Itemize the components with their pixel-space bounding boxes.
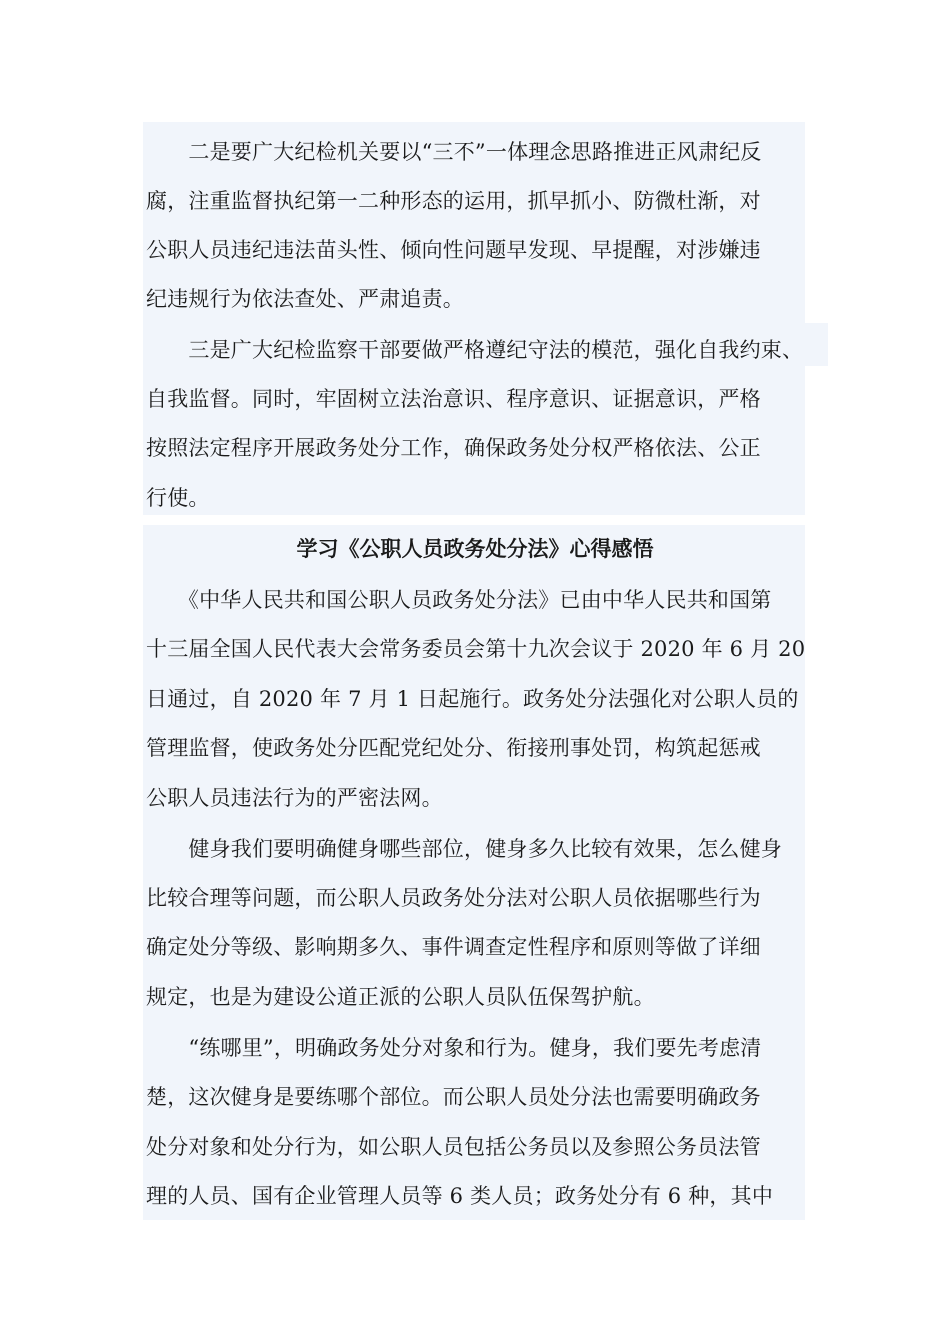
paragraph-two-line-4: 纪违规行为依法查处、严肃追责。 xyxy=(146,287,464,311)
paragraph-two-line-1: 二是要广大纪检机关要以“三不”一体理念思路推进正风肃纪反 xyxy=(146,140,762,164)
highlight-block-bottom xyxy=(143,525,805,1220)
intro-line-5: 公职人员违法行为的严密法网。 xyxy=(146,786,443,810)
paragraph-two-line-2: 腐，注重监督执纪第一二种形态的运用，抓早抓小、防微杜渐，对 xyxy=(146,189,761,213)
where-line-3: 处分对象和处分行为，如公职人员包括公务员以及参照公务员法管 xyxy=(146,1135,761,1159)
paragraph-three-line-2: 自我监督。同时，牢固树立法治意识、程序意识、证据意识，严格 xyxy=(146,387,761,411)
where-line-4: 理的人员、国有企业管理人员等 6 类人员；政务处分有 6 种，其中 xyxy=(146,1184,774,1208)
paragraph-three-line-3: 按照法定程序开展政务处分工作，确保政务处分权严格依法、公正 xyxy=(146,436,761,460)
paragraph-three-line-1: 三是广大纪检监察干部要做严格遵纪守法的模范，强化自我约束、 xyxy=(146,338,804,362)
fitness-line-1: 健身我们要明确健身哪些部位，健身多久比较有效果，怎么健身 xyxy=(146,837,782,861)
where-line-1: “练哪里”，明确政务处分对象和行为。健身，我们要先考虑清 xyxy=(146,1036,762,1060)
fitness-line-2: 比较合理等问题，而公职人员政务处分法对公职人员依据哪些行为 xyxy=(146,886,761,910)
intro-line-1: 《中华人民共和国公职人员政务处分法》已由中华人民共和国第 xyxy=(146,588,772,612)
fitness-line-4: 规定，也是为建设公道正派的公职人员队伍保驾护航。 xyxy=(146,985,655,1009)
paragraph-two-line-3: 公职人员违纪违法苗头性、倾向性问题早发现、早提醒，对涉嫌违 xyxy=(146,238,761,262)
intro-line-4: 管理监督，使政务处分匹配党纪处分、衔接刑事处罚，构筑起惩戒 xyxy=(146,736,761,760)
intro-line-3: 日通过，自 2020 年 7 月 1 日起施行。政务处分法强化对公职人员的 xyxy=(146,687,799,711)
section-title: 学习《公职人员政务处分法》心得感悟 xyxy=(296,536,654,561)
intro-line-2: 十三届全国人民代表大会常务委员会第十九次会议于 2020 年 6 月 20 xyxy=(146,637,806,661)
where-line-2: 楚，这次健身是要练哪个部位。而公职人员处分法也需要明确政务 xyxy=(146,1085,761,1109)
fitness-line-3: 确定处分等级、影响期多久、事件调查定性程序和原则等做了详细 xyxy=(146,935,761,959)
paragraph-three-line-4: 行使。 xyxy=(146,486,210,510)
